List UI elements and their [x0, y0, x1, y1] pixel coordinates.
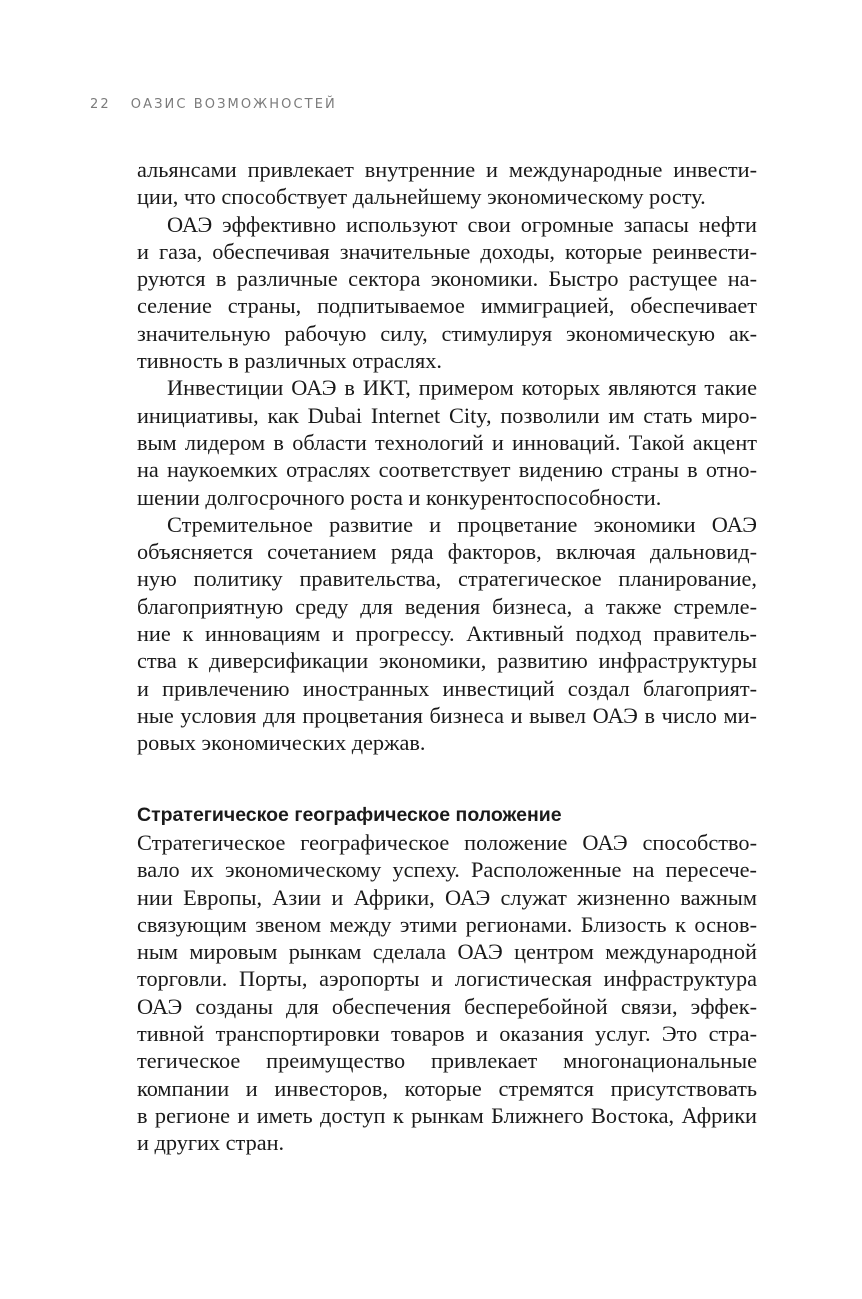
text-line: торговли. Порты, аэропорты и логистическая инфраструктура — [137, 966, 757, 992]
text-line: альянсами привлекает внутренние и международные инвести- — [137, 157, 757, 182]
text-line: ровых экономических держав. — [137, 730, 426, 756]
section-heading: Стратегическое географическое положение — [137, 804, 562, 826]
text-line: объясняется сочетанием ряда факторов, включая дальновид- — [137, 539, 757, 565]
text-line: инициативы, как Dubai Internet City, позволили им стать миро- — [137, 402, 757, 428]
text-line: ные условия для процветания бизнеса и вывел ОАЭ в число ми- — [137, 702, 757, 728]
paragraph — [137, 829, 757, 1157]
text-line: вало их экономическому успеху. Расположенные на пересече- — [137, 857, 757, 883]
text-line: и привлечению иностранных инвестиций создал благоприят- — [137, 675, 757, 701]
text-line: Инвестиции ОАЭ в ИКТ, примером которых являются такие — [167, 375, 757, 401]
text-line: в регионе и иметь доступ к рынкам Ближнего Востока, Африки — [137, 1102, 757, 1128]
body-text-bottom — [137, 829, 757, 1157]
text-line: тивность в различных отраслях. — [137, 348, 443, 374]
text-line: на наукоемких отраслях соответствует видению страны в отно- — [137, 457, 757, 483]
text-line: ную политику правительства, стратегическое планирование, — [137, 566, 757, 592]
paragraph — [137, 374, 757, 510]
text-line: Стремительное развитие и процветание экономики ОАЭ — [167, 511, 757, 537]
paragraph — [137, 511, 757, 757]
text-line: тегическое преимущество привлекает многонациональные — [137, 1048, 757, 1074]
text-line: тивной транспортировки товаров и оказания услуг. Это стра- — [137, 1021, 757, 1047]
text-line: шении долгосрочного роста и конкурентоспособности. — [137, 484, 662, 510]
text-line: вым лидером в области технологий и инноваций. Такой акцент — [137, 429, 757, 455]
text-line: и газа, обеспечивая значительные доходы, которые реинвести- — [137, 238, 757, 264]
text-line: Стратегическое географическое положение ОАЭ способство- — [137, 830, 757, 855]
text-line: ства к диверсификации экономики, развитию инфраструктуры — [137, 648, 757, 674]
text-line: ОАЭ эффективно используют свои огромные запасы нефти — [167, 211, 757, 237]
text-line: благоприятную среду для ведения бизнеса, а также стремле- — [137, 593, 757, 619]
text-line: ции, что способствует дальнейшему экономическому росту. — [137, 184, 706, 210]
text-line: значительную рабочую силу, стимулируя экономическую ак- — [137, 320, 757, 346]
book-title: ОАЗИС ВОЗМОЖНОСТЕЙ — [130, 97, 337, 112]
body-text-top — [137, 156, 757, 757]
text-line: селение страны, подпитываемое иммиграцией, обеспечивает — [137, 293, 757, 319]
text-line: связующим звеном между этими регионами. Близость к основ- — [137, 911, 757, 937]
paragraph — [137, 211, 757, 375]
paragraph — [137, 156, 757, 211]
text-line: руются в различные сектора экономики. Быстро растущее на- — [137, 266, 757, 292]
text-line: и других стран. — [137, 1130, 285, 1156]
text-line: ным мировым рынкам сделала ОАЭ центром международной — [137, 939, 757, 965]
text-line: компании и инвесторов, которые стремятся присутствовать — [137, 1075, 757, 1101]
text-line: нии Европы, Азии и Африки, ОАЭ служат жизненно важным — [137, 884, 757, 910]
running-head — [90, 97, 337, 112]
page-number: 22 — [90, 97, 111, 112]
text-line: ние к инновациям и прогрессу. Активный подход правитель- — [137, 621, 757, 647]
text-line: ОАЭ созданы для обеспечения бесперебойной связи, эффек- — [137, 993, 757, 1019]
